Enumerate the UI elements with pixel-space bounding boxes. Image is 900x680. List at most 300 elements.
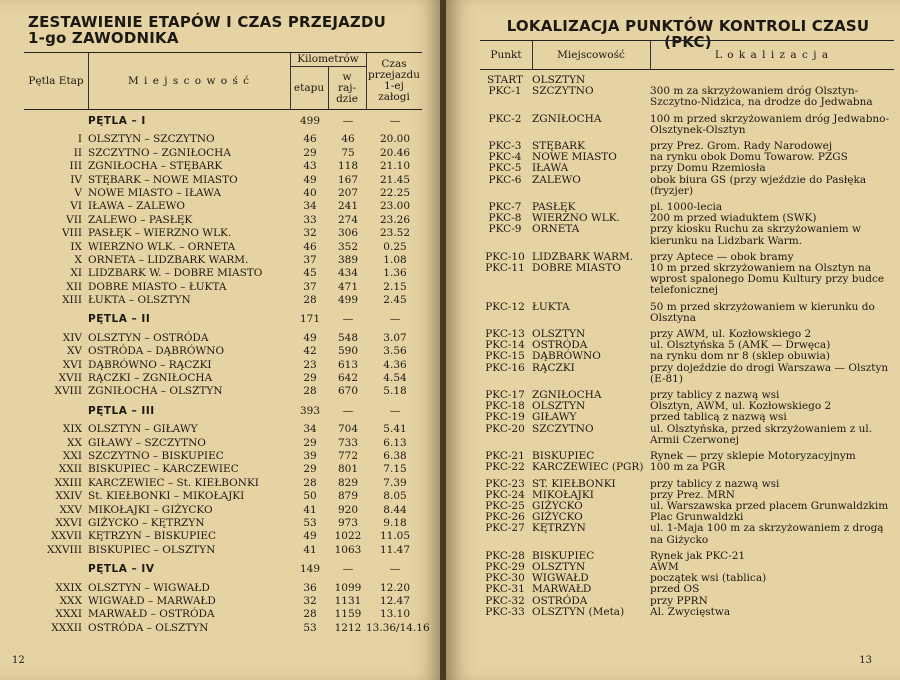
stage-number: XXV — [59, 503, 82, 516]
stage-row — [24, 147, 422, 160]
pkc-location: przed OS — [650, 583, 700, 596]
pkc-location: przy Prez. MRN — [650, 488, 735, 501]
pkc-point: PKC-17 — [485, 389, 525, 402]
stage-row — [24, 544, 422, 557]
stage-rally-km: 389 — [337, 253, 359, 266]
stage-row — [24, 621, 430, 635]
stage-rally-km: 590 — [337, 345, 359, 358]
pkc-point: PKC-6 — [488, 173, 522, 186]
stage-km: 37 — [303, 280, 317, 293]
pkc-place: NOWE MIASTO — [532, 151, 617, 164]
stage-row — [24, 281, 422, 294]
stage-route: RĄCZKI – ZGNIŁOCHA — [88, 372, 213, 385]
stage-rally-km: 613 — [337, 358, 359, 371]
pkc-location: ul. Olsztyńska, przed skrzyżowaniem z ul. Armii Czerwonej — [650, 422, 873, 446]
pkc-place: WIGWAŁD — [532, 572, 589, 585]
pkc-point: PKC-28 — [485, 549, 525, 562]
stage-route: DĄBRÓWNO – RĄCZKI — [88, 358, 212, 371]
stage-rally-km: 241 — [337, 200, 359, 213]
stage-row — [24, 345, 422, 358]
pkc-place: DĄBRÓWNO — [532, 350, 601, 363]
stage-row — [24, 517, 422, 530]
pkc-point: PKC-2 — [488, 112, 522, 125]
pkc-place: OLSZTYN — [532, 328, 586, 341]
stage-time: 8.44 — [383, 503, 407, 516]
loop-row — [24, 115, 422, 128]
stages-table — [24, 52, 430, 635]
stage-time: 3.07 — [383, 331, 407, 344]
stage-time: 5.41 — [383, 423, 407, 436]
stage-number: XXI — [62, 449, 82, 462]
stage-km: 53 — [303, 621, 317, 634]
pkc-location: przy Domu Rzemiosła — [650, 162, 766, 175]
stage-km: 28 — [303, 385, 317, 398]
stage-route: ZALEWO – PASŁĘK — [88, 213, 193, 226]
stage-route: WIGWAŁD – MARWAŁD — [88, 594, 216, 607]
header-place-right: Miejscowość — [557, 49, 625, 61]
stage-time: 6.13 — [383, 436, 407, 449]
pkc-point: PKC-3 — [488, 140, 522, 153]
stage-route: SZCZYTNO – BISKUPIEC — [88, 449, 224, 462]
pkc-place: BISKUPIEC — [532, 450, 595, 463]
stage-km: 28 — [303, 294, 317, 307]
pkc-location: AWM — [650, 560, 679, 573]
stage-rally-km: 434 — [337, 267, 359, 280]
page-number-right: 13 — [859, 655, 872, 666]
stage-row — [24, 490, 422, 503]
stage-row — [24, 450, 422, 463]
stage-km: 53 — [303, 516, 317, 529]
pkc-row — [480, 86, 894, 108]
pkc-place: RĄCZKI — [532, 361, 575, 374]
stage-time: 0.25 — [383, 240, 407, 253]
loop-time: — — [389, 563, 401, 576]
pkc-point: PKC-12 — [485, 300, 525, 313]
stage-route: LIDZBARK W. – DOBRE MIASTO — [88, 267, 263, 280]
pkc-place: OSTRÓDA — [532, 339, 588, 352]
stage-route: OSTRÓDA – OLSZTYN — [88, 621, 209, 634]
header-km-rally: w raj-dzie — [336, 70, 358, 105]
pkc-location: na rynku obok Domu Towarow. PZGS — [650, 151, 848, 164]
stage-route: NOWE MIASTO – IŁAWA — [88, 186, 221, 199]
stage-rally-km: 829 — [337, 476, 359, 489]
pkc-place: SZCZYTNO — [532, 422, 594, 435]
stage-number: V — [74, 186, 82, 199]
right-page-title: LOKALIZACJA PUNKTÓW KONTROLI CZASU (PKC) — [506, 17, 870, 51]
stage-route: WIERZNO WLK. – ORNETA — [88, 240, 236, 253]
stage-time: 1.36 — [383, 267, 407, 280]
stage-route: OLSZTYN – GIŁAWY — [88, 423, 198, 436]
loop-name: PĘTLA – III — [88, 404, 155, 417]
pkc-point: PKC-23 — [485, 477, 525, 490]
stage-km: 41 — [303, 543, 317, 556]
stage-rally-km: 471 — [337, 280, 359, 293]
stage-route: DOBRE MIASTO – ŁUKTA — [88, 280, 227, 293]
pkc-location: ul. Olsztyńska 5 (AMK — Drwęca) — [650, 339, 831, 352]
stage-route: OLSZTYN – OSTRÓDA — [88, 331, 209, 344]
loop-time: — — [389, 115, 401, 127]
pkc-place: OLSZTYN — [532, 74, 586, 86]
left-page — [0, 0, 442, 680]
stage-row — [24, 359, 422, 372]
pkc-row — [480, 523, 894, 545]
stage-route: STĘBARK – NOWE MIASTO — [88, 173, 238, 186]
stage-rally-km: 670 — [337, 385, 359, 398]
stage-number: X — [74, 253, 82, 266]
stage-km: 37 — [303, 253, 317, 266]
loop-km: 149 — [299, 563, 321, 576]
pkc-place: STĘBARK — [532, 140, 585, 153]
pkc-location: przy Prez. Grom. Rady Narodowej — [650, 140, 833, 153]
pkc-point: PKC-5 — [488, 162, 522, 175]
stage-rally-km: 1063 — [334, 543, 362, 556]
pkc-row — [480, 607, 894, 618]
stage-number: XXXII — [51, 621, 82, 634]
pkc-location: Plac Grunwaldzki — [650, 511, 744, 524]
stage-row — [24, 463, 422, 476]
loop-rally: — — [342, 115, 354, 127]
stage-rally-km: 801 — [337, 463, 359, 476]
stage-row — [24, 254, 422, 267]
pkc-location: 200 m przed wiaduktem (SWK) — [650, 212, 817, 225]
stage-route: GIŻYCKO – KĘTRZYN — [88, 516, 205, 529]
stage-number: IX — [70, 240, 82, 253]
stage-km: 46 — [303, 133, 317, 146]
pkc-place: GIŁAWY — [532, 411, 577, 424]
pkc-point: PKC-24 — [485, 488, 525, 501]
stage-row — [24, 477, 422, 490]
stage-km: 49 — [303, 530, 317, 543]
pkc-point: PKC-26 — [485, 511, 525, 524]
loop-km: 499 — [299, 115, 321, 127]
stage-km: 36 — [303, 581, 317, 594]
stage-time: 23.26 — [379, 213, 411, 226]
stage-row — [24, 332, 422, 345]
loop-name: PĘTLA – I — [88, 115, 146, 127]
stage-time: 7.15 — [383, 463, 407, 476]
pkc-point: PKC-19 — [485, 411, 525, 424]
stage-rally-km: 920 — [337, 503, 359, 516]
stage-rally-km: 306 — [337, 227, 359, 240]
stage-km: 45 — [303, 267, 317, 280]
pkc-place: OLSZTYN — [532, 400, 586, 413]
stage-number: XII — [66, 280, 82, 293]
stage-number: XXII — [58, 463, 82, 476]
stage-route: KARCZEWIEC – St. KIEŁBONKI — [88, 476, 259, 489]
pkc-place: LIDZBARK WARM. — [532, 250, 634, 263]
pkc-location: na rynku dom nr 8 (sklep obuwia) — [650, 350, 830, 363]
stage-km: 46 — [303, 240, 317, 253]
pkc-point: PKC-7 — [488, 201, 522, 214]
pkc-location: Olsztyn, AWM, ul. Kozłowskiego 2 — [650, 400, 832, 413]
pkc-point: PKC-10 — [485, 250, 525, 263]
stage-km: 32 — [303, 227, 317, 240]
stage-row — [24, 608, 422, 621]
pkc-location: 10 m przed skrzyżowaniem na Olsztyn na wprost spalonego Domu Kultury przy budce telefonicznej — [650, 262, 885, 297]
stage-time: 4.54 — [383, 372, 407, 385]
stage-number: XVII — [58, 372, 82, 385]
pkc-location: ul. Warszawska przed placem Grunwaldzkim — [650, 499, 889, 512]
stage-rally-km: 1022 — [334, 530, 362, 543]
header-km-stage: etapu — [293, 81, 325, 94]
stage-number: XXVI — [55, 516, 82, 529]
pkc-location: przed tablicą z nazwą wsi — [650, 411, 787, 424]
stage-number: XXVII — [51, 530, 82, 543]
stage-row — [24, 200, 422, 213]
stage-time: 20.00 — [379, 133, 411, 146]
stage-time: 21.10 — [379, 160, 411, 173]
loop-rally: — — [342, 563, 354, 576]
loop-rally: — — [342, 404, 354, 417]
stage-route: GIŁAWY – SZCZYTNO — [88, 436, 206, 449]
pkc-place: ORNETA — [532, 223, 580, 236]
stage-rally-km: 879 — [337, 490, 359, 503]
stage-row — [24, 530, 422, 543]
stage-row — [24, 267, 422, 280]
stage-route: SZCZYTNO – ZGNIŁOCHA — [88, 146, 231, 159]
header-place: M i e j s c o w o ś ć — [127, 74, 251, 87]
pkc-row — [480, 412, 894, 423]
stage-rally-km: 1159 — [334, 608, 362, 621]
stage-time: 5.18 — [383, 385, 407, 398]
stage-row — [24, 504, 422, 517]
stage-rally-km: 118 — [337, 160, 359, 173]
stage-time: 13.36/14.16 — [366, 621, 430, 634]
stage-time: 1.08 — [383, 253, 407, 266]
pkc-place: PASŁĘK — [532, 201, 576, 214]
right-page — [446, 0, 900, 680]
loop-name: PĘTLA – IV — [88, 563, 155, 576]
stage-rally-km: 733 — [337, 436, 359, 449]
pkc-point: PKC-11 — [485, 262, 525, 275]
pkc-point: PKC-8 — [488, 212, 522, 225]
pkc-place: OLSZTYN (Meta) — [532, 605, 625, 618]
stage-rally-km: 1131 — [334, 594, 362, 607]
pkc-place: ST. KIEŁBONKI — [532, 477, 616, 490]
pkc-point: PKC-16 — [485, 361, 525, 374]
stage-row — [24, 294, 422, 307]
pkc-point: PKC-29 — [485, 560, 525, 573]
stage-rally-km: 704 — [337, 423, 359, 436]
pkc-table-header — [480, 40, 894, 70]
stage-route: OLSZTYN – WIGWAŁD — [88, 581, 210, 594]
pkc-location: Rynek jak PKC-21 — [650, 549, 746, 562]
stage-km: 40 — [303, 186, 317, 199]
stage-rally-km: 352 — [337, 240, 359, 253]
pkc-location: przy AWM, ul. Kozłowskiego 2 — [650, 328, 812, 341]
pkc-table-body — [480, 75, 894, 618]
loop-name: PĘTLA – II — [88, 313, 151, 326]
stage-route: St. KIEŁBONKI – MIKOŁAJKI — [88, 490, 245, 503]
stage-km: 34 — [303, 423, 317, 436]
stage-rally-km: 642 — [337, 372, 359, 385]
stage-time: 11.47 — [379, 543, 411, 556]
stage-row — [24, 582, 422, 595]
loop-time: — — [389, 404, 401, 417]
stage-time: 2.15 — [383, 280, 407, 293]
stage-row — [24, 214, 422, 227]
pkc-row — [480, 363, 894, 385]
pkc-row — [480, 584, 894, 595]
pkc-place: BISKUPIEC — [532, 549, 595, 562]
stage-number: XX — [67, 436, 82, 449]
pkc-point: PKC-1 — [488, 85, 522, 98]
stage-rally-km: 75 — [341, 146, 355, 159]
pkc-location: przy tablicy z nazwą wsi — [650, 389, 780, 402]
stage-route: OLSZTYN – SZCZYTNO — [88, 133, 215, 146]
stage-time: 8.05 — [383, 490, 407, 503]
pkc-place: IŁAWA — [532, 162, 569, 175]
stage-km: 49 — [303, 173, 317, 186]
stage-rally-km: 46 — [341, 133, 355, 146]
stage-row — [24, 385, 422, 398]
pkc-point: PKC-14 — [485, 339, 525, 352]
pkc-point: PKC-30 — [485, 572, 525, 585]
pkc-place: GIŻYCKO — [532, 499, 583, 512]
pkc-location: przy kiosku Ruchu za skrzyżowaniem w kierunku na Lidzbark Warm. — [650, 223, 861, 247]
pkc-row — [480, 224, 894, 246]
loop-rally: — — [342, 313, 354, 326]
stage-row — [24, 160, 422, 173]
pkc-location: ul. 1-Maja 100 m za skrzyżowaniem z drogą na Giżycko — [650, 522, 884, 546]
stage-route: BISKUPIEC – KARCZEWIEC — [88, 463, 239, 476]
pkc-location: przy dojeździe do drogi Warszawa — Olsztyn (E-81) — [650, 361, 889, 385]
stage-number: XIII — [62, 294, 82, 307]
stage-route: ZGNIŁOCHA – OLSZTYN — [88, 385, 223, 398]
pkc-table — [480, 40, 894, 618]
stage-number: VIII — [61, 227, 82, 240]
pkc-location: przy tablicy z nazwą wsi — [650, 477, 780, 490]
stage-rally-km: 1212 — [334, 621, 362, 634]
stage-number: XVIII — [54, 385, 82, 398]
stage-number: XVI — [62, 358, 82, 371]
stage-row — [24, 174, 422, 187]
stage-route: ORNETA – LIDZBARK WARM. — [88, 253, 249, 266]
stage-row — [24, 241, 422, 254]
pkc-point: PKC-32 — [485, 594, 525, 607]
stage-km: 29 — [303, 372, 317, 385]
stage-km: 29 — [303, 463, 317, 476]
stage-row — [24, 372, 422, 385]
stage-number: VII — [66, 213, 82, 226]
pkc-location: 100 m przed skrzyżowaniem dróg Jedwabno-Olsztynek-Olsztyn — [650, 112, 890, 136]
stage-rally-km: 274 — [337, 213, 359, 226]
pkc-place: ZGNIŁOCHA — [532, 389, 602, 402]
pkc-row — [480, 175, 894, 197]
stage-number: II — [73, 146, 82, 159]
stage-time: 23.00 — [379, 200, 411, 213]
stage-row — [24, 227, 422, 240]
stage-km: 28 — [303, 476, 317, 489]
stage-row — [24, 423, 422, 436]
stage-time: 23.52 — [379, 227, 411, 240]
stage-time: 20.46 — [379, 146, 411, 159]
pkc-place: GIŻYCKO — [532, 511, 583, 524]
stage-number: XIV — [62, 331, 82, 344]
stage-rally-km: 1099 — [334, 581, 362, 594]
stage-time: 4.36 — [383, 358, 407, 371]
stage-number: I — [77, 133, 82, 146]
stage-row — [24, 187, 422, 200]
pkc-row — [480, 462, 894, 473]
pkc-place: KARCZEWIEC (PGR) — [532, 461, 644, 474]
stage-km: 41 — [303, 503, 317, 516]
header-point: Punkt — [490, 49, 522, 61]
loop-km: 393 — [299, 404, 321, 417]
stage-km: 34 — [303, 200, 317, 213]
pkc-place: WIERZNO WLK. — [532, 212, 620, 225]
pkc-point: PKC-22 — [485, 461, 525, 474]
pkc-point: PKC-20 — [485, 422, 525, 435]
pkc-point: PKC-27 — [485, 522, 525, 535]
stage-number: XXIV — [55, 490, 82, 503]
pkc-row — [480, 424, 894, 446]
stage-km: 23 — [303, 358, 317, 371]
pkc-row — [480, 263, 894, 297]
header-loop-stage: Pętla Etap — [28, 74, 84, 87]
pkc-place: MARWAŁD — [532, 583, 592, 596]
pkc-point: PKC-13 — [485, 328, 525, 341]
stage-time: 12.20 — [379, 581, 411, 594]
stage-route: KĘTRZYN – BISKUPIEC — [88, 530, 217, 543]
pkc-point: PKC-25 — [485, 499, 525, 512]
stage-row — [24, 595, 422, 608]
stage-km: 33 — [303, 213, 317, 226]
pkc-place: OSTRÓDA — [532, 594, 588, 607]
stage-number: XXVIII — [47, 543, 82, 556]
stage-number: XXIII — [54, 476, 82, 489]
stages-table-body — [24, 115, 430, 635]
stage-number: XXX — [59, 594, 82, 607]
stage-km: 29 — [303, 436, 317, 449]
stage-number: XXXI — [55, 608, 82, 621]
stage-km: 29 — [303, 146, 317, 159]
pkc-point: PKC-15 — [485, 350, 525, 363]
left-page-title — [28, 14, 428, 46]
stage-rally-km: 499 — [337, 294, 359, 307]
stage-rally-km: 167 — [337, 173, 359, 186]
stage-km: 32 — [303, 594, 317, 607]
pkc-location: przy PPRN — [650, 594, 708, 607]
stage-km: 42 — [303, 345, 317, 358]
stage-route: IŁAWA – ZALEWO — [88, 200, 186, 213]
stage-rally-km: 973 — [337, 516, 359, 529]
loop-row — [24, 563, 422, 576]
stage-time: 21.45 — [379, 173, 411, 186]
stage-km: 39 — [303, 449, 317, 462]
stage-time: 6.38 — [383, 449, 407, 462]
pkc-point: PKC-21 — [485, 450, 525, 463]
pkc-location: 100 m za PGR — [650, 461, 726, 474]
stage-row — [24, 437, 422, 450]
stage-time: 2.45 — [383, 294, 407, 307]
pkc-row — [480, 302, 894, 324]
pkc-place: KĘTRZYN — [532, 522, 586, 535]
pkc-location: przy Aptece — obok bramy — [650, 250, 794, 263]
pkc-place: DOBRE MIASTO — [532, 262, 621, 275]
stage-number: XV — [66, 345, 82, 358]
pkc-location: Rynek — przy sklepie Motoryzacyjnym — [650, 450, 856, 463]
pkc-point: PKC-9 — [488, 223, 522, 236]
stage-rally-km: 207 — [337, 186, 359, 199]
stage-route: MARWAŁD – OSTRÓDA — [88, 608, 215, 621]
stage-route: PASŁĘK – WIERZNO WLK. — [88, 227, 232, 240]
pkc-point: PKC-18 — [485, 400, 525, 413]
pkc-point: START — [487, 74, 523, 86]
stage-route: MIKOŁAJKI – GIŻYCKO — [88, 503, 213, 516]
stage-rally-km: 772 — [337, 449, 359, 462]
header-km: Kilometrów — [290, 53, 366, 67]
